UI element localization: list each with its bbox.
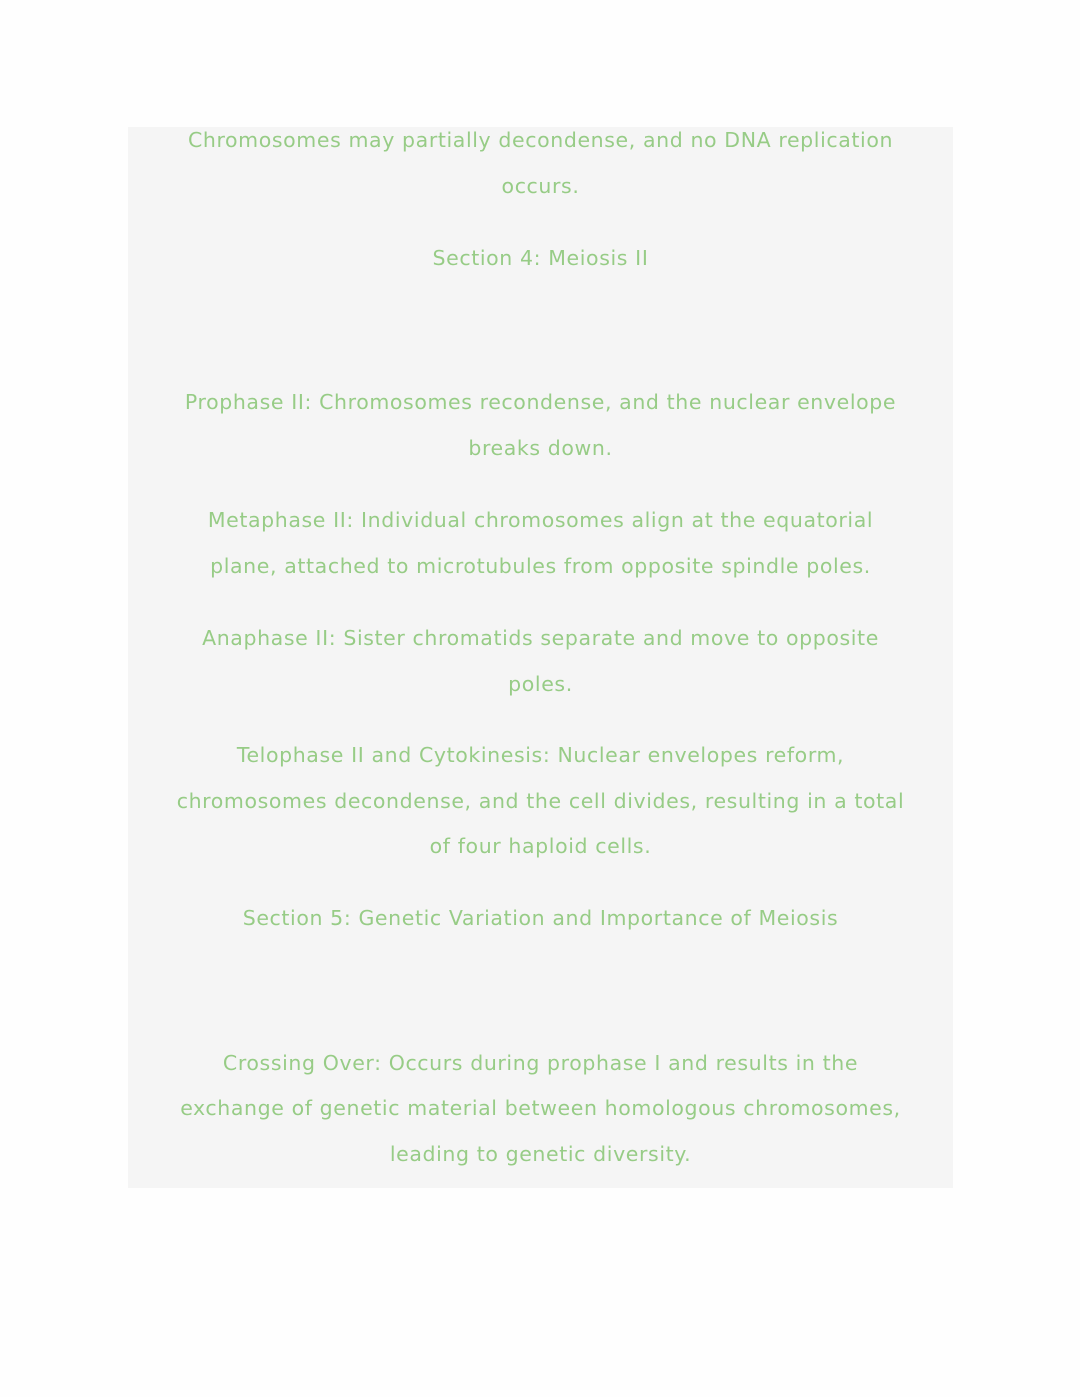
paragraph-line: of four haploid cells. — [429, 834, 652, 858]
paragraph-line: Metaphase II: Individual chromosomes align at the equatorial — [207, 508, 874, 532]
paragraph-line: Anaphase II: Sister chromatids separate and move to opposite — [202, 626, 879, 650]
document-panel — [128, 127, 953, 1188]
section-heading: Section 5: Genetic Variation and Importance of Meiosis — [242, 906, 839, 930]
section-heading: Section 4: Meiosis II — [432, 246, 649, 270]
paragraph-line: leading to genetic diversity. — [389, 1142, 692, 1166]
paragraph-line: Prophase II: Chromosomes recondense, and the nuclear envelope — [184, 390, 897, 414]
paragraph-line: Telophase II and Cytokinesis: Nuclear envelopes reform, — [236, 743, 845, 767]
paragraph-line: plane, attached to microtubules from opposite spindle poles. — [210, 554, 871, 578]
paragraph-line: occurs. — [501, 174, 580, 198]
paragraph-line: breaks down. — [468, 436, 613, 460]
paragraph-line: exchange of genetic material between homologous chromosomes, — [180, 1096, 901, 1120]
paragraph-line: Chromosomes may partially decondense, and no DNA replication — [187, 128, 894, 152]
paragraph-line: chromosomes decondense, and the cell divides, resulting in a total — [176, 789, 905, 813]
paragraph-line: poles. — [508, 672, 573, 696]
paragraph-line: Crossing Over: Occurs during prophase I and results in the — [222, 1051, 859, 1075]
